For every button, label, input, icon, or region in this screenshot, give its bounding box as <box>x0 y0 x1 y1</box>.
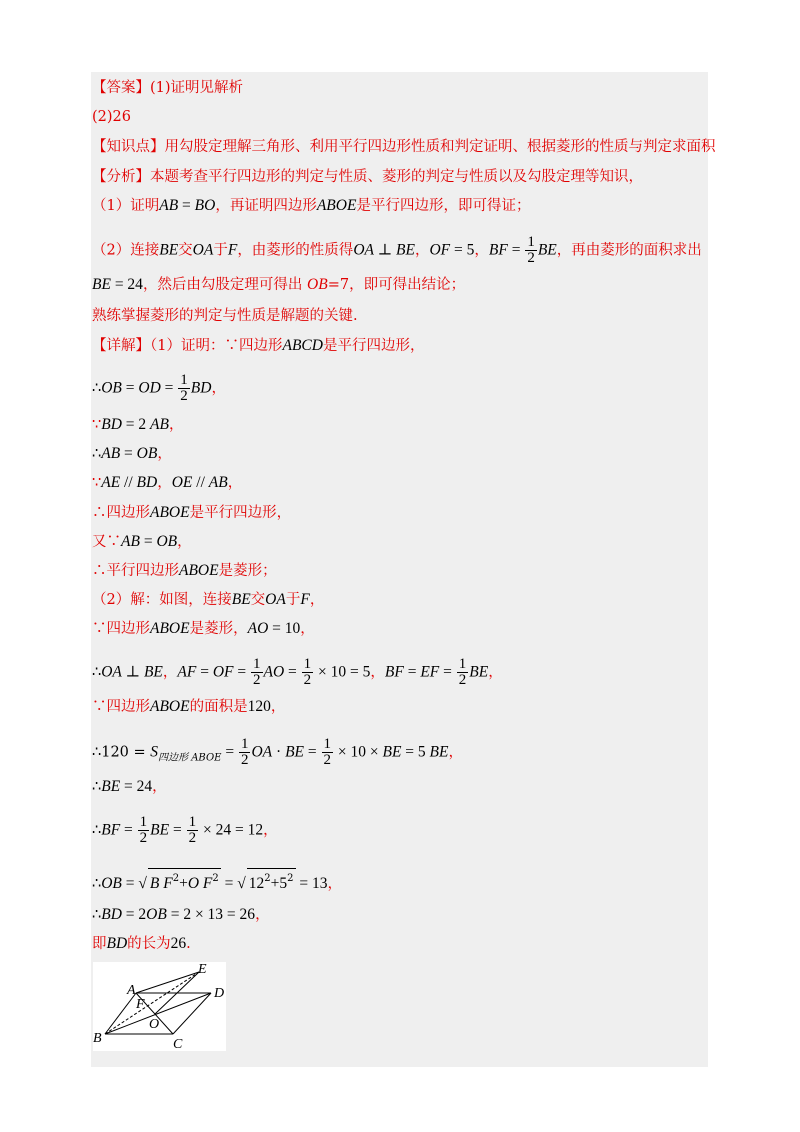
fraction: $\frac{1}{2}$ <box>303 656 312 688</box>
radicand: $12^2+5^2$ <box>247 868 296 894</box>
step-9: ∵四边形ABOE是菱形，AO = 10， <box>92 620 315 637</box>
fraction: $\frac{1}{2}$ <box>253 656 261 688</box>
label-O: O <box>149 1017 160 1032</box>
fraction: $\frac{1}{2}$ <box>458 656 467 688</box>
segment-AE <box>136 972 199 993</box>
step-1: ∴OB = OD = $\frac{1}{2}$ BD， <box>92 372 226 404</box>
step-2: ∵BD = 2 AB， <box>92 416 184 433</box>
label-F: F <box>136 997 145 1012</box>
step-11: ∵四边形ABOE的面积是120， <box>92 698 286 715</box>
parallelogram-rhombus-diagram <box>93 962 226 1051</box>
fraction: $\frac{1}{2}$ <box>240 736 249 768</box>
sqrt-sign: √ <box>237 875 246 892</box>
analysis-heading: 【分析】本题考查平行四边形的判定与性质、菱形的判定与性质以及勾股定理等知识， <box>92 169 643 185</box>
answer-line-1: 【答案】(1)证明见解析 <box>92 80 244 96</box>
step-7: ∴平行四边形ABOE是菱形； <box>92 562 277 579</box>
step-13: ∴BE = 24， <box>92 778 167 795</box>
knowledge-points: 【知识点】用勾股定理解三角形、利用平行四边形性质和判定证明、根据菱形的性质与判定求面积 <box>92 139 716 155</box>
step-5: ∴四边形ABOE是平行四边形， <box>92 504 292 521</box>
step-16: ∴BD = 2OB = 2 × 13 = 26， <box>92 906 270 923</box>
step-17: 即BD的长为26. <box>92 935 191 952</box>
sqrt-sign: √ <box>138 875 147 892</box>
step-6: 又∵AB = OB， <box>92 533 192 550</box>
answer-line-2: (2)26 <box>92 109 131 125</box>
fraction: $\frac{1}{2}$ <box>323 736 331 768</box>
label-E: E <box>198 962 207 977</box>
analysis-step-2: （2）连接BE交OA于F，由菱形的性质得OA ⊥ BE，OF = 5，BF = $\frac{1}{2}$ BE，再由菱形的面积求出 <box>92 234 702 266</box>
fraction: $\frac{1}{2}$ <box>188 814 197 846</box>
step-15: ∴OB = √ B $F^2+O$ $F^2$ = √ $12^2+5^2 = 13$， <box>92 868 342 894</box>
geometry-figure <box>93 962 226 1051</box>
fraction: $\frac{1}{2}$ <box>527 234 535 266</box>
step-3: ∴AB = OB， <box>92 445 172 462</box>
step-4: ∵AE // BD，OE // AB， <box>92 474 243 491</box>
radicand: B $F^2+O$ $F^2$ <box>148 868 221 894</box>
label-D: D <box>214 986 225 1001</box>
analysis-conclusion: 熟练掌握菱形的判定与性质是解题的关键. <box>92 308 358 324</box>
step-12: ∴120 = $S_{四边形 ABOE}$ = $\frac{1}{2}$ OA · BE = $\frac{1}{2}$ × 10 × BE = 5 BE， <box>92 736 463 768</box>
label-B: B <box>93 1031 102 1046</box>
fraction: $\frac{1}{2}$ <box>180 372 188 404</box>
analysis-step-1: （1）证明AB = BO，再证明四边形ABOE是平行四边形，即可得证； <box>92 197 531 214</box>
step-14: ∴BF = $\frac{1}{2}$ BE = $\frac{1}{2}$ × 24 = 12， <box>92 814 278 846</box>
label-C: C <box>173 1037 183 1051</box>
step-8: （2）解：如图，连接BE交OA于F， <box>92 591 325 608</box>
analysis-step-3: BE = 24，然后由勾股定理可得出 OB=7，即可得出结论； <box>92 276 466 293</box>
fraction: $\frac{1}{2}$ <box>139 814 148 846</box>
segment-CD <box>173 993 211 1034</box>
step-10: ∴OA ⊥ BE，AF = OF = $\frac{1}{2}$ AO = $\frac{1}{2}$ × 10 = 5，BF = EF = $\frac{1}{2}$ BE， <box>92 656 503 688</box>
detail-intro: 【详解】（1）证明：∵四边形ABCD是平行四边形， <box>92 337 425 354</box>
label-A: A <box>127 983 136 998</box>
